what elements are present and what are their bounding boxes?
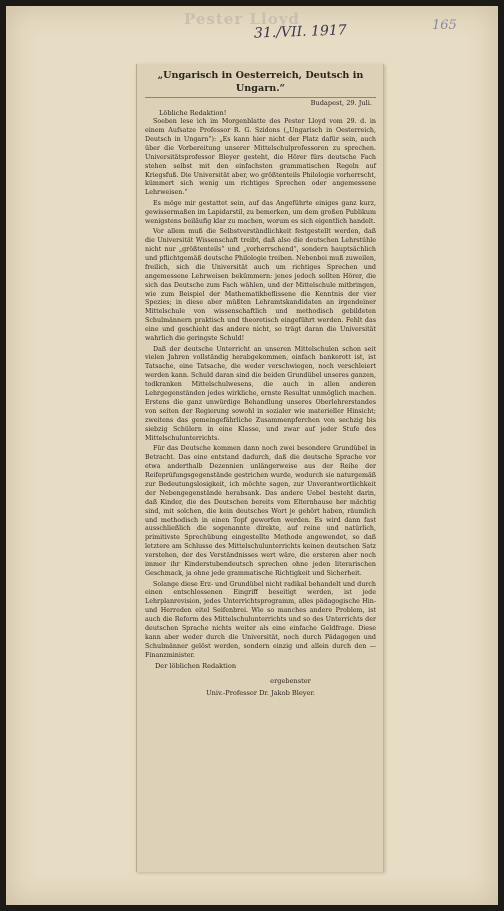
article-closing: Der löblichen Redaktion: [155, 662, 237, 671]
article-salutation: Löbliche Redaktion!: [159, 109, 227, 117]
signature-label: ergebenster: [270, 677, 311, 686]
article-dateline: Budapest, 29. Juli.: [310, 99, 372, 107]
author-signature: Univ.-Professor Dr. Jakob Bleyer.: [206, 689, 315, 698]
article-title: „Ungarisch in Oesterreich, Deutsch in Ungarn.“: [145, 69, 376, 98]
newspaper-clipping: [136, 64, 384, 872]
newspaper-stamp: Pester Lloyd: [184, 10, 300, 28]
page-number: 165: [432, 18, 457, 33]
article-paragraph: Für das Deutsche kommen dann noch zwei besondere Grundübel in Betracht. Das eine entstand dadurch, daß die deutsche Sprache vor etwa anderthalb Dezennien unlängerweise aus der Reihe der Reifeprüfungsgegenstände gestrichen wurde, wodurch sie naturgemäß zur Bedeutungslosigkeit, ich möchte sagen, zur Unverantwortlichkeit der Nebengegenstände herabsank. Das andere Uebel besteht darin, daß Kinder, die des Deutschen bereits vom Elternhause her mächtig sind, mit solchen, die kein deutsches Wort je gehört haben, räumlich und methodisch in einen Topf geworfen werden. Es wird dann fast ausschließlich die sogenannte direkte, auf reine und natürlich, primitivste Sprechübung eingestellte Methode angewendet, so daß letztere am Schlusse des Mittelschulunterrichts keinen deutschen Satz verstehen, der des Verständnisses wert wäre, die ersteren aber noch immer ihr Kinderstubendeutsch sprechen ohne jeden literarischen Geschmack, ja ohne jede grammatische Richtigkeit und Sicherheit.: [145, 445, 376, 578]
article-paragraph: Soeben lese ich im Morgenblatte des Pester Lloyd vom 29. d. in einem Aufsatze Professor R. G. Szidons („Ungarisch in Oesterreich, Deutsch in Ungarn“): „Es kann hier nicht der Platz dafür sein, auch über die Vorbereitung unserer Mittelschulprofessoren zu sprechen. Universitätsprofessor Bleyer gesteht, die Hörer fürs deutsche Fach stehen selbst mit den einfachsten grammatischen Regeln auf Kriegsfuß. Die Universität aber, wo größtenteils Philologie vorherrscht, kümmert sich wenig um richtiges Sprechen oder angemessene Lehrweisen.“: [145, 118, 376, 197]
article-paragraph: Solange diese Erz- und Grundübel nicht radikal behandelt und durch einen entschlossenen Eingriff beseitigt werden, ist jede Lehrplanrevision, jedes Unterrichtsprogramm, alles pädagogische Hin- und Herreden eitel Seifenbrei. Wie so manches andere Problem, ist auch die Reform des Mittelschulunterrichts und so des Unterrichts der deutschen Sprache nichts weiter als eine einfache Geldfrage. Diese kann aber weder durch die Universität, noch durch Pädagogen und Schulmänner gelöst werden, sondern einzig und allein durch den — Finanzminister.: [145, 580, 376, 659]
handwritten-date: 31./VII. 1917: [253, 22, 347, 42]
clipping-content: [137, 64, 383, 698]
article-paragraph: Es möge mir gestattet sein, auf das Angeführte einiges ganz kurz, gewissermaßen im Lapidarstil, zu bemerken, um dem großen Publikum wenigstens beiläufig klar zu machen, worum es sich eigentlich handelt.: [145, 199, 376, 225]
article-paragraph: Daß der deutsche Unterricht an unseren Mittelschulen schon seit vielen Jahren vollständig herabgekommen, einfach bankerott ist, ist Tatsache, eine Tatsache, die weder verschwiegen, noch verschleiert werden kann. Schuld daran sind die beiden Grundübel unseres ganzen, todkranken Mittelschulwesens, die auch in allen anderen Lehrgegenständen jedes wirkliche, ernste Resultat unmöglich machen. Erstens die ganz unwürdige Behandlung unseres Oberlehrerstandes von seiten der Regierung sowohl in sozialer wie materieller Hinsicht; zweitens das gemeingefährliche Zusammenpferchen von sechzig bis siebzig Schülern in eine Klasse, und zwar auf jeder Stufe des Mittelschulunterrichts.: [145, 345, 376, 442]
article-paragraph: Vor allem muß die Selbstverständlichkeit festgestellt werden, daß die Universität Wissenschaft treibt, daß also die deutschen Lehrstühle nicht nur „größtenteils“ und „vorherrschend“, sondern hauptsächlich und pflichtgemäß deutsche Philologie treiben. Nebenbei muß zuweilen, freilich, sich die Universität auch um richtiges Sprechen und angemessene Lehrweisen bekümmern: jenes jedoch sollten Hörer, die sich das Deutsche zum Fach wählen, und der Mittelschule mitbringen, wie zum Beispiel der Mathematikbeflissene die Kenntnis der vier Spezies; in diese aber müßten Lehramtskandidaten an irgendeiner Mittelschule von wissenschaftlich und methodisch gebildeten Schulmännern praktisch und theoretisch eingeführt werden. Fehlt das eine und geschieht das andere nicht, so trägt daran die Universität wahrlich die geringste Schuld!: [145, 228, 376, 343]
archive-sheet: [6, 6, 498, 905]
